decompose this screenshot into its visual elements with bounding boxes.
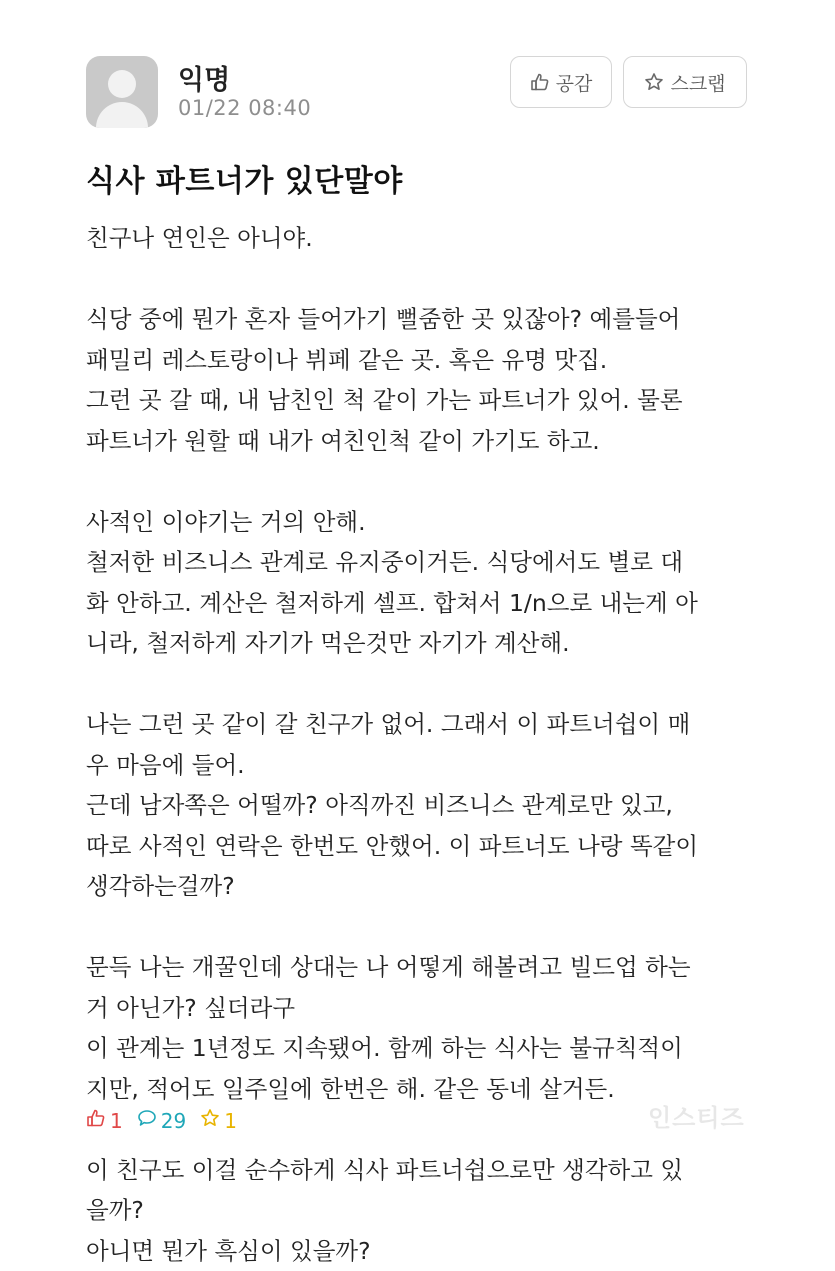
body-line: 지만, 적어도 일주일에 한번은 해. 같은 동네 살거든.: [86, 1069, 758, 1110]
body-line: 문득 나는 개꿀인데 상대는 나 어떻게 해볼려고 빌드업 하는: [86, 947, 758, 988]
body-line: 근데 남자쪽은 어떨까? 아직까진 비즈니스 관계로만 있고,: [86, 785, 758, 826]
body-line: 파트너가 원할 때 내가 여친인척 같이 가기도 하고.: [86, 421, 758, 462]
body-line: 패밀리 레스토랑이나 뷔페 같은 곳. 혹은 유명 맛집.: [86, 340, 758, 381]
post-title: 식사 파트너가 있단말야: [86, 156, 403, 200]
body-line: 거 아닌가? 싶더라구: [86, 988, 758, 1029]
post-stats: [86, 1108, 251, 1133]
body-line: 그런 곳 갈 때, 내 남친인 척 같이 가는 파트너가 있어. 물론: [86, 380, 758, 421]
post-header: [86, 54, 758, 134]
avatar-body: [96, 102, 148, 128]
scrap-count[interactable]: [200, 1108, 237, 1133]
author-name: 익명: [178, 58, 230, 97]
body-line: 나는 그런 곳 같이 갈 친구가 없어. 그래서 이 파트너쉽이 매: [86, 704, 758, 745]
star-icon: [200, 1108, 220, 1133]
post-date: 01/22 08:40: [178, 96, 311, 120]
like-count[interactable]: [86, 1108, 123, 1133]
comment-count[interactable]: [137, 1108, 186, 1133]
avatar: [86, 56, 158, 128]
body-line: 사적인 이야기는 거의 안해.: [86, 502, 758, 543]
body-line: 따로 사적인 연락은 한번도 안했어. 이 파트너도 나랑 똑같이: [86, 826, 758, 867]
paragraph-gap: [86, 461, 758, 502]
body-line: 생각하는걸까?: [86, 866, 758, 907]
paragraph-gap: [86, 664, 758, 705]
body-line: 이 관계는 1년정도 지속됐어. 함께 하는 식사는 불규칙적이: [86, 1028, 758, 1069]
like-button-label: 공감: [556, 69, 593, 96]
body-line: 화 안하고. 계산은 철저하게 셀프. 합쳐서 1/n으로 내는게 아: [86, 583, 758, 624]
body-line: 이 친구도 이걸 순수하게 식사 파트너쉽으로만 생각하고 있: [86, 1150, 758, 1191]
like-button[interactable]: [510, 56, 612, 108]
paragraph-gap: [86, 907, 758, 948]
scrap-button-label: 스크랩: [670, 69, 725, 96]
avatar-head: [108, 70, 136, 98]
watermark: 인스티즈: [648, 1098, 745, 1133]
body-line: 니라, 철저하게 자기가 먹은것만 자기가 계산해.: [86, 623, 758, 664]
comment-count-value: 29: [161, 1109, 186, 1133]
scrap-count-value: 1: [224, 1109, 237, 1133]
body-line: 우 마음에 들어.: [86, 745, 758, 786]
paragraph-gap: [86, 259, 758, 300]
body-line: 을까?: [86, 1190, 758, 1231]
like-count-value: 1: [110, 1109, 123, 1133]
comment-icon: [137, 1108, 157, 1133]
body-line: 아니면 뭔가 흑심이 있을까?: [86, 1231, 758, 1271]
body-line: 철저한 비즈니스 관계로 유지중이거든. 식당에서도 별로 대: [86, 542, 758, 583]
thumbs-up-icon: [86, 1108, 106, 1133]
body-line: 식당 중에 뭔가 혼자 들어가기 뻘줌한 곳 있잖아? 예를들어: [86, 299, 758, 340]
star-icon: [644, 72, 664, 92]
body-line: 친구나 연인은 아니야.: [86, 218, 758, 259]
thumbs-up-icon: [530, 72, 550, 92]
scrap-button[interactable]: [623, 56, 747, 108]
